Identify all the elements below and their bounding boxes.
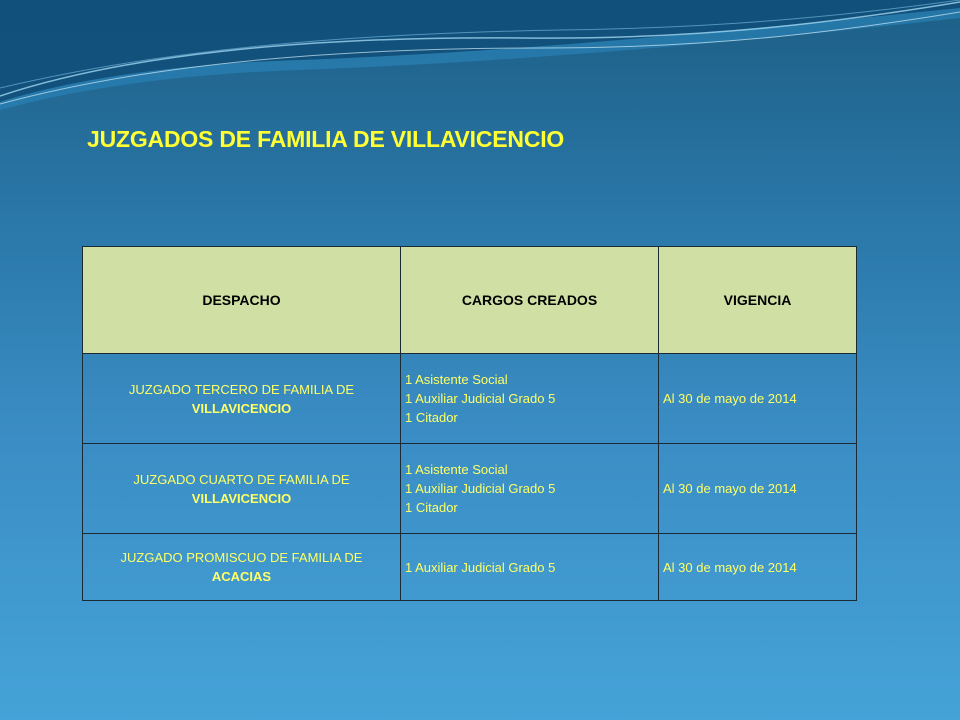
cargo-item: 1 Auxiliar Judicial Grado 5 — [405, 559, 556, 575]
vigencia-cell: Al 30 de mayo de 2014 — [659, 444, 857, 534]
despacho-cell — [83, 534, 401, 601]
vigencia-cell: Al 30 de mayo de 2014 — [659, 534, 857, 601]
page-title: JUZGADOS DE FAMILIA DE VILLAVICENCIO — [87, 126, 565, 152]
cargos-cell — [401, 354, 659, 444]
despacho-cell — [83, 354, 401, 444]
despacho-city: VILLAVICENCIO — [191, 490, 292, 506]
cargo-item: 1 Asistente Social — [405, 462, 508, 477]
despacho-name: JUZGADO TERCERO DE FAMILIA DE — [128, 381, 355, 397]
column-header-vigencia: VIGENCIA — [659, 247, 857, 354]
cargo-item: 1 Citador — [405, 410, 458, 425]
table-row — [83, 534, 857, 601]
cargos-cell — [401, 444, 659, 534]
column-header-cargos-creados: CARGOS CREADOS — [401, 247, 659, 354]
vigencia-cell: Al 30 de mayo de 2014 — [659, 354, 857, 444]
table-header-row — [83, 247, 857, 354]
table-row — [83, 354, 857, 444]
background-waves — [0, 0, 960, 130]
despacho-city: ACACIAS — [211, 569, 272, 584]
cargos-cell — [401, 534, 659, 601]
despacho-name: JUZGADO CUARTO DE FAMILIA DE — [133, 471, 350, 487]
despacho-city: VILLAVICENCIO — [191, 400, 292, 416]
cargo-item: 1 Auxiliar Judicial Grado 5 — [405, 481, 556, 496]
despacho-cell — [83, 444, 401, 534]
despacho-name: JUZGADO PROMISCUO DE FAMILIA DE — [120, 550, 363, 565]
cargo-item: 1 Asistente Social — [405, 372, 508, 387]
cargos-table — [82, 246, 857, 601]
cargo-item: 1 Auxiliar Judicial Grado 5 — [405, 391, 556, 406]
table-row — [83, 444, 857, 534]
column-header-despacho: DESPACHO — [83, 247, 401, 354]
cargo-item: 1 Citador — [405, 500, 458, 515]
